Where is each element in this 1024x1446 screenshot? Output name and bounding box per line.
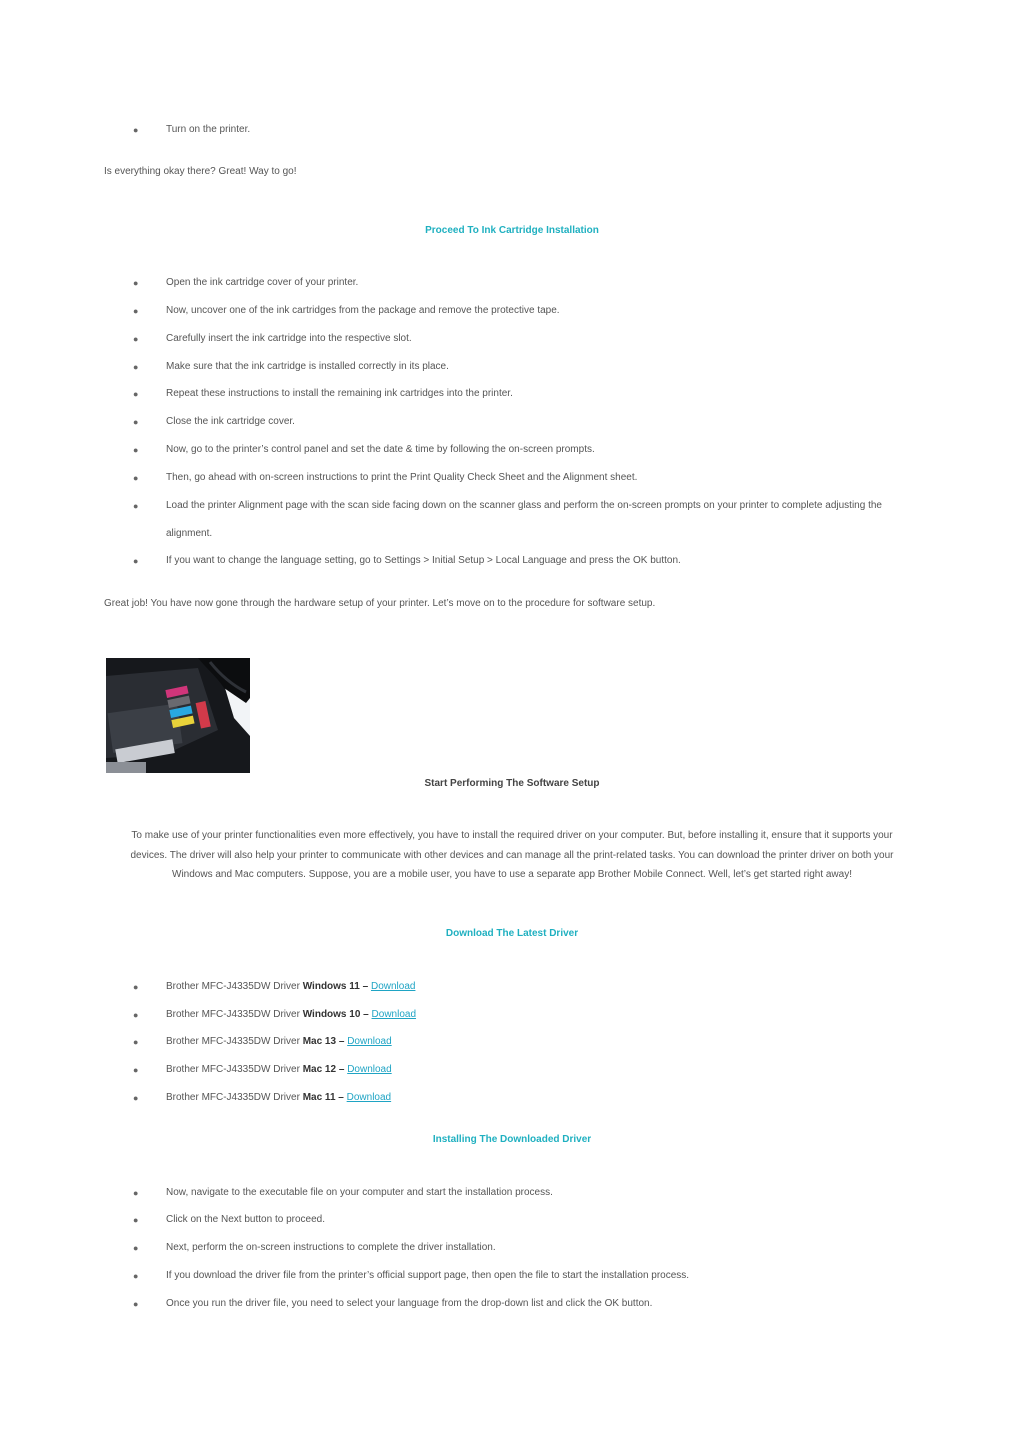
list-item-text: Now, go to the printer’s control panel and set the date & time by following the on-screen prompts. xyxy=(166,444,595,455)
driver-name: Brother MFC-J4335DW Driver xyxy=(166,981,303,992)
bullet-icon: ● xyxy=(133,1299,139,1309)
download-link-windows-11[interactable]: Download xyxy=(370,981,416,992)
bullet-icon: ● xyxy=(133,125,139,135)
heading-ink-installation: Proceed To Ink Cartridge Installation xyxy=(425,225,599,236)
list-item-text: If you download the driver file from the printer’s official support page, then open the file to start the installation process. xyxy=(166,1270,690,1281)
download-link-mac-12[interactable]: Download xyxy=(347,1064,392,1075)
list-item-text: Carefully insert the ink cartridge into the respective slot. xyxy=(166,333,412,344)
list-item-text: Then, go ahead with on-screen instructions to print the Print Quality Check Sheet and the Alignment sheet. xyxy=(166,472,638,483)
driver-name: Brother MFC-J4335DW Driver xyxy=(166,1064,303,1075)
list-item-text: Turn on the printer. xyxy=(166,124,251,135)
driver-os: Mac 12 – xyxy=(302,1064,345,1075)
list-item-text: Open the ink cartridge cover of your printer. xyxy=(166,277,359,288)
download-link-windows-10[interactable]: Download xyxy=(371,1009,417,1020)
bullet-icon: ● xyxy=(133,1010,139,1020)
bullet-icon: ● xyxy=(133,1065,139,1075)
bullet-icon: ● xyxy=(133,1271,139,1281)
bullet-icon: ● xyxy=(133,556,139,566)
list-item-text: If you want to change the language setting, go to Settings > Initial Setup > Local Language and press the OK button. xyxy=(166,555,681,566)
bullet-icon: ● xyxy=(133,334,139,344)
heading-software-setup: Start Performing The Software Setup xyxy=(424,778,600,789)
bullet-icon: ● xyxy=(133,501,139,511)
list-item-text: Click on the Next button to proceed. xyxy=(166,1214,325,1225)
driver-os: Mac 13 – xyxy=(302,1036,345,1047)
bullet-icon: ● xyxy=(133,1188,139,1198)
download-link-mac-13[interactable]: Download xyxy=(347,1036,392,1047)
bullet-icon: ● xyxy=(133,362,139,372)
list-item-text: Load the printer Alignment page with the scan side facing down on the scanner glass and perform the on-screen prompts on your printer to complete adjusting the alignment. xyxy=(166,500,882,539)
printer-ink-illustration xyxy=(106,658,250,773)
list-item-text: Now, uncover one of the ink cartridges from the package and remove the protective tape. xyxy=(166,305,560,316)
list-item-text: Next, perform the on-screen instructions to complete the driver installation. xyxy=(166,1242,496,1253)
list-item-text: Repeat these instructions to install the remaining ink cartridges into the printer. xyxy=(166,388,513,399)
bullet-icon: ● xyxy=(133,1037,139,1047)
heading-download-driver: Download The Latest Driver xyxy=(445,928,579,939)
driver-os: Windows 11 – xyxy=(302,981,369,992)
list-item-text: Make sure that the ink cartridge is installed correctly in its place. xyxy=(166,361,449,372)
bullet-icon: ● xyxy=(133,473,139,483)
bullet-icon: ● xyxy=(133,306,139,316)
bullet-icon: ● xyxy=(133,278,139,288)
list-item-text: Now, navigate to the executable file on your computer and start the installation process. xyxy=(166,1187,553,1198)
bullet-icon: ● xyxy=(133,1215,139,1225)
paragraph-great-job: Great job! You have now gone through the hardware setup of your printer. Let’s move on to the procedure for software setup. xyxy=(104,598,656,609)
driver-name: Brother MFC-J4335DW Driver xyxy=(166,1009,303,1020)
driver-os: Windows 10 – xyxy=(302,1009,369,1020)
bullet-icon: ● xyxy=(133,982,139,992)
list-item-text: Close the ink cartridge cover. xyxy=(166,416,295,427)
printer-ink-photo xyxy=(106,658,250,773)
bullet-icon: ● xyxy=(133,1093,139,1103)
list-item-text: Once you run the driver file, you need to select your language from the drop-down list and click the OK button. xyxy=(166,1298,653,1309)
paragraph-ok: Is everything okay there? Great! Way to go! xyxy=(104,166,297,177)
driver-os: Mac 11 – xyxy=(302,1092,344,1103)
bullet-icon: ● xyxy=(133,417,139,427)
driver-name: Brother MFC-J4335DW Driver xyxy=(166,1092,303,1103)
download-link-mac-11[interactable]: Download xyxy=(346,1092,392,1103)
bullet-icon: ● xyxy=(133,389,139,399)
heading-install-driver: Installing The Downloaded Driver xyxy=(432,1134,592,1145)
driver-name: Brother MFC-J4335DW Driver xyxy=(166,1036,303,1047)
bullet-icon: ● xyxy=(133,1243,139,1253)
paragraph-software-setup: To make use of your printer functionalities even more effectively, you have to install the required driver on your computer. But, before installing it, ensure that it supports your devices. The driver will also help your printer to communicate with other devices and can manage all the print-related tasks. You can download the printer driver on both your Windows and Mac computers. Suppose, you are a mobile user, you have to use a separate app Brother Mobile Connect. Well, let’s get started right away! xyxy=(130,830,894,880)
bullet-icon: ● xyxy=(133,445,139,455)
